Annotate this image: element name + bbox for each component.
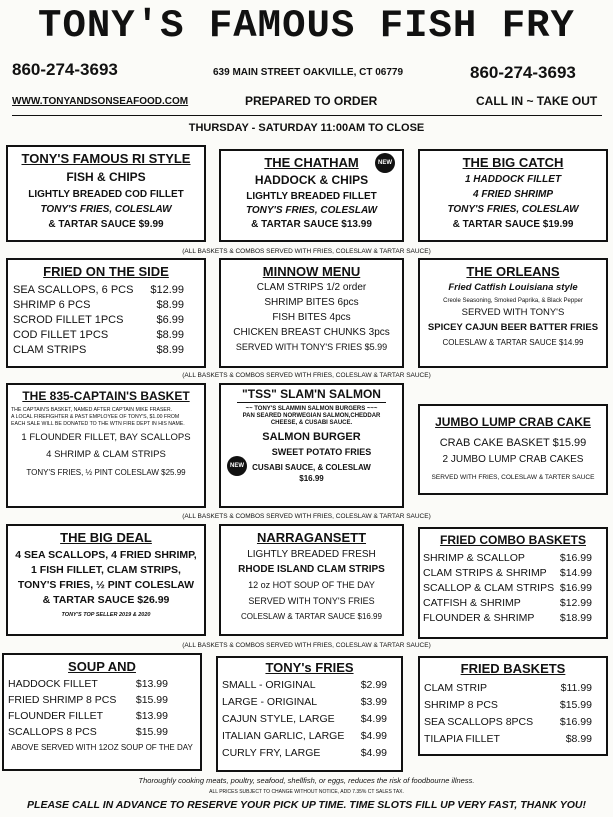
list-item: CLAM STRIPS & SHRIMP $14.99 <box>423 567 592 579</box>
prepared-to-order: PREPARED TO ORDER <box>245 94 378 108</box>
big-catch-box <box>418 149 608 242</box>
list-item: SEA SCALLOPS, 6 PCS $12.99 <box>13 284 184 296</box>
chatham-subtitle: HADDOCK & CHIPS <box>254 173 369 187</box>
on-side-title: FRIED ON THE SIDE <box>43 264 169 279</box>
ri-style-line: LIGHTLY BREADED COD FILLET <box>28 189 184 200</box>
tss-line: SWEET POTATO FRIES <box>271 447 372 457</box>
call-in-take-out: CALL IN ~ TAKE OUT <box>476 94 598 108</box>
list-item: ITALIAN GARLIC, LARGE $4.99 <box>222 730 387 742</box>
ri-style-price: $9.99 <box>138 219 164 230</box>
list-item: CURLY FRY, LARGE $4.99 <box>222 747 387 759</box>
big-catch-line: 1 HADDOCK FILLET <box>464 174 562 185</box>
new-badge: NEW <box>375 153 395 173</box>
captain-title: THE 835-CAPTAIN'S BASKET <box>22 389 190 403</box>
big-catch-line: 4 FRIED SHRIMP <box>472 189 553 200</box>
big-catch-line: & TARTAR SAUCE <box>452 219 541 230</box>
orleans-price: COLESLAW & TARTAR SAUCE $14.99 <box>442 338 584 347</box>
narr-price: COLESLAW & TARTAR SAUCE $16.99 <box>241 612 382 621</box>
soup-box <box>2 653 202 771</box>
chatham-line: LIGHTLY BREADED FILLET <box>246 191 377 202</box>
baskets-title: FRIED BASKETS <box>460 661 566 676</box>
tss-line: SALMON BURGER <box>262 431 361 443</box>
baskets-note: (ALL BASKETS & COMBOS SERVED WITH FRIES, COLESLAW & TARTAR SAUCE) <box>182 248 431 255</box>
narr-line: RHODE ISLAND CLAM STRIPS <box>238 564 385 575</box>
big-catch-line: TONY'S FRIES, COLESLAW <box>447 204 579 215</box>
hours: THURSDAY - SATURDAY 11:00AM TO CLOSE <box>188 122 425 134</box>
ri-style-title: TONY'S FAMOUS RI STYLE <box>21 151 191 166</box>
narr-box <box>219 524 404 636</box>
fries-box <box>216 656 403 772</box>
combo-title: FRIED COMBO BASKETS <box>439 533 586 547</box>
baskets-box <box>418 656 608 756</box>
baskets-note: (ALL BASKETS & COMBOS SERVED WITH FRIES, COLESLAW & TARTAR SAUCE) <box>182 642 431 649</box>
big-deal-line: TONY'S FRIES, ½ PINT COLESLAW <box>17 579 195 591</box>
page-title: TONY'S FAMOUS FISH FRY <box>38 4 575 48</box>
minnow-line: SHRIMP BITES 6pcs <box>264 297 359 308</box>
chatham-price: $13.99 <box>341 219 372 230</box>
big-deal-price: $26.99 <box>137 594 170 606</box>
minnow-title: MINNOW MENU <box>262 264 361 279</box>
list-item: FLOUNDER FILLET $13.99 <box>8 710 168 722</box>
big-deal-line: 1 FISH FILLET, CLAM STRIPS, <box>31 564 181 576</box>
list-item: CATFISH & SHRIMP $12.99 <box>423 597 592 609</box>
soup-title: SOUP AND <box>68 659 136 674</box>
tss-line: PAN SEARED NORWEGIAN SALMON,CHEDDAR <box>242 413 381 419</box>
orleans-title: THE ORLEANS <box>466 264 560 279</box>
crab-title: JUMBO LUMP CRAB CAKE <box>435 415 591 429</box>
ri-style-line: TONY'S FRIES, COLESLAW <box>40 204 172 215</box>
list-item: SCROD FILLET 1PCS $6.99 <box>13 314 184 326</box>
big-catch-price: $19.99 <box>542 219 574 230</box>
captain-story: THE CAPTAIN'S BASKET, NAMED AFTER CAPTAIN MIKE FRASER. A LOCAL FIREFIGHTER & PAST EMPLOYEE OF TONY'S, $1.00 FROM EACH SALE WILL BE DONATED TO THE WTN FIRE DEPT IN HIS NAME. <box>11 407 185 427</box>
crab-line: SERVED WITH FRIES, COLESLAW & TARTER SAUCE <box>431 474 595 481</box>
minnow-box <box>219 258 404 368</box>
soup-footer: ABOVE SERVED WITH 12OZ SOUP OF THE DAY <box>11 743 193 752</box>
big-deal-line: & TARTAR SAUCE <box>42 594 135 606</box>
minnow-price: SERVED WITH TONY'S FRIES $5.99 <box>235 342 388 352</box>
list-item: SMALL - ORIGINAL $2.99 <box>222 679 387 691</box>
advance-note: PLEASE CALL IN ADVANCE TO RESERVE YOUR PICK UP TIME. TIME SLOTS FILL UP VERY FAST, THANK YOU! <box>27 799 586 811</box>
list-item: FRIED SHRIMP 8 PCS $15.99 <box>8 694 168 706</box>
list-item: SHRIMP & SCALLOP $16.99 <box>423 552 592 564</box>
list-item: CLAM STRIPS $8.99 <box>13 344 184 356</box>
narr-line: LIGHTLY BREADED FRESH <box>247 549 376 560</box>
orleans-line: SERVED WITH TONY'S <box>461 307 565 318</box>
crab-line: CRAB CAKE BASKET $15.99 <box>439 437 587 449</box>
captain-box <box>6 383 206 508</box>
combo-box <box>418 527 608 639</box>
list-item: CLAM STRIP $11.99 <box>424 682 592 694</box>
crab-line: 2 JUMBO LUMP CRAB CAKES <box>442 454 584 465</box>
list-item: SCALLOP & CLAM STRIPS $16.99 <box>423 582 592 594</box>
tss-title: "TSS" SLAM'N SALMON <box>242 387 381 401</box>
chatham-title: THE CHATHAM <box>264 155 359 170</box>
tss-line: ~~ TONY'S SLAMMIN SALMON BURGERS ~~~ <box>245 406 378 412</box>
ri-style-box <box>6 145 206 242</box>
captain-line: 4 SHRIMP & CLAM STRIPS <box>46 449 166 460</box>
big-deal-top-seller: TONY'S TOP SELLER 2019 & 2020 <box>61 612 151 618</box>
list-item: FLOUNDER & SHRIMP $18.99 <box>423 612 592 624</box>
list-item: HADDOCK FILLET $13.99 <box>8 678 168 690</box>
narr-title: NARRAGANSETT <box>256 530 367 545</box>
big-catch-title: THE BIG CATCH <box>462 155 564 170</box>
chatham-line: TONY'S FRIES, COLESLAW <box>245 205 378 216</box>
on-side-box <box>6 258 206 368</box>
orleans-line: Creole Seasoning, Smoked Paprika, & Black Pepper <box>443 298 583 304</box>
orleans-line: Fried Catfish Louisiana style <box>448 282 578 293</box>
phone-right[interactable]: 860-274-3693 <box>470 63 576 82</box>
narr-line: 12 oz HOT SOUP OF THE DAY <box>248 580 375 590</box>
list-item: SHRIMP 8 PCS $15.99 <box>424 699 592 711</box>
new-badge: NEW <box>227 456 247 476</box>
big-deal-title: THE BIG DEAL <box>60 530 152 545</box>
tss-line: CHEESE, & CUSABI SAUCE. <box>270 420 353 426</box>
baskets-note: (ALL BASKETS & COMBOS SERVED WITH FRIES, COLESLAW & TARTAR SAUCE) <box>182 372 431 379</box>
orleans-box <box>418 258 608 368</box>
food-warning: Thoroughly cooking meats, poultry, seafood, shellfish, or eggs, reduces the risk of foodbourne illness. <box>138 776 475 785</box>
minnow-line: CHICKEN BREAST CHUNKS 3pcs <box>233 327 390 338</box>
phone-left[interactable]: 860-274-3693 <box>12 60 118 79</box>
orleans-line: SPICEY CAJUN BEER BATTER FRIES <box>427 322 599 333</box>
big-deal-line: 4 SEA SCALLOPS, 4 FRIED SHRIMP, <box>15 549 197 561</box>
list-item: CAJUN STYLE, LARGE $4.99 <box>222 713 387 725</box>
list-item: SEA SCALLOPS 8PCS $16.99 <box>424 716 592 728</box>
tss-box <box>219 383 404 508</box>
tss-price: $16.99 <box>299 474 324 483</box>
big-deal-box <box>6 524 206 636</box>
list-item: SHRIMP 6 PCS $8.99 <box>13 299 184 311</box>
list-item: LARGE - ORIGINAL $3.99 <box>222 696 387 708</box>
baskets-note: (ALL BASKETS & COMBOS SERVED WITH FRIES, COLESLAW & TARTAR SAUCE) <box>182 513 431 520</box>
list-item: SCALLOPS 8 PCS $15.99 <box>8 726 168 738</box>
tax-note: ALL PRICES SUBJECT TO CHANGE WITHOUT NOTICE, ADD 7.35% CT SALES TAX. <box>209 789 404 795</box>
minnow-line: FISH BITES 4pcs <box>272 312 351 323</box>
captain-line: 1 FLOUNDER FILLET, BAY SCALLOPS <box>21 432 191 443</box>
list-item: TILAPIA FILLET $8.99 <box>424 733 592 745</box>
ri-style-line: & TARTAR SAUCE <box>48 219 136 230</box>
fries-title: TONY's FRIES <box>265 660 354 675</box>
address: 639 MAIN STREET OAKVILLE, CT 06779 <box>213 67 404 78</box>
minnow-line: CLAM STRIPS 1/2 order <box>256 282 367 293</box>
tss-line: CUSABI SAUCE, & COLESLAW <box>252 463 371 472</box>
website-link[interactable]: WWW.TONYANDSONSEAFOOD.COM <box>12 96 189 107</box>
narr-line: SERVED WITH TONY'S FRIES <box>248 596 375 606</box>
captain-price: TONY'S FRIES, ½ PINT COLESLAW $25.99 <box>26 468 186 477</box>
crab-box <box>418 404 608 495</box>
chatham-line: & TARTAR SAUCE <box>251 219 339 230</box>
ri-style-subtitle: FISH & CHIPS <box>66 170 146 184</box>
list-item: COD FILLET 1PCS $8.99 <box>13 329 184 341</box>
header-divider <box>12 115 602 116</box>
